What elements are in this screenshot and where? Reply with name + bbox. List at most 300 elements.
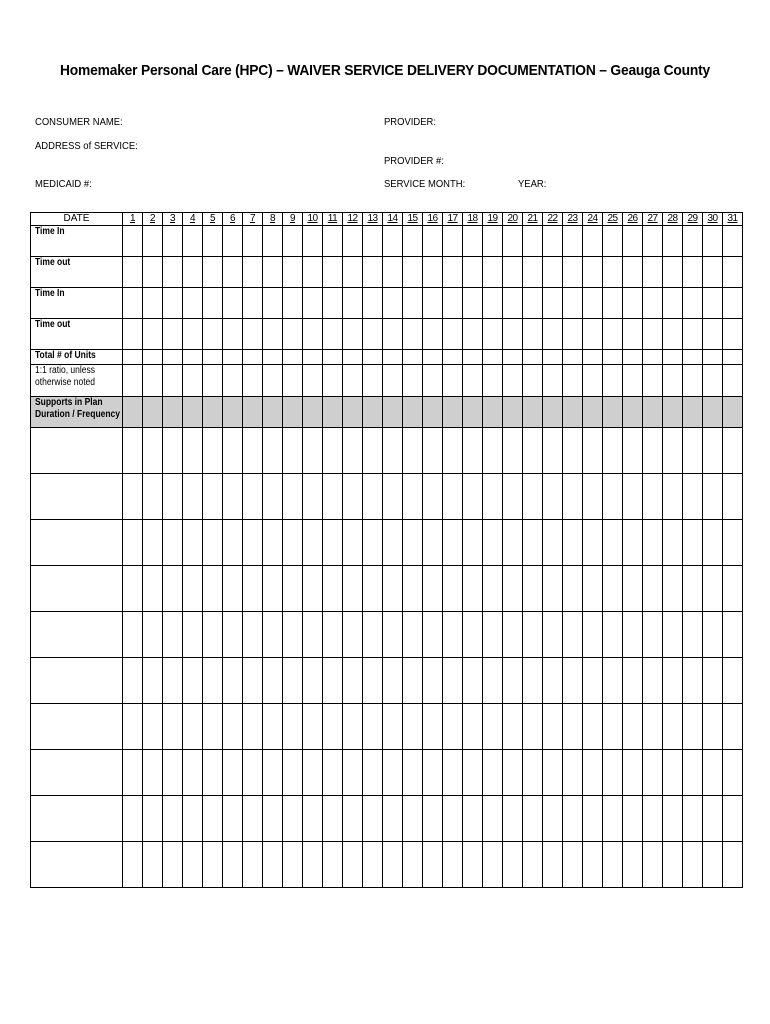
time-in-row-day-22-cell[interactable] (543, 226, 563, 257)
blank-task-row-day-11-cell[interactable] (323, 658, 343, 704)
task-description-cell[interactable] (31, 428, 123, 474)
ratio-row-day-13-cell[interactable] (363, 365, 383, 397)
blank-task-row-day-1-cell[interactable] (123, 842, 143, 888)
blank-task-row-day-5-cell[interactable] (203, 520, 223, 566)
blank-task-row-day-7-cell[interactable] (243, 566, 263, 612)
blank-task-row-day-29-cell[interactable] (683, 474, 703, 520)
blank-task-row-day-14-cell[interactable] (383, 658, 403, 704)
blank-task-row-day-28-cell[interactable] (663, 520, 683, 566)
ratio-row-day-5-cell[interactable] (203, 365, 223, 397)
time-out-row-day-18-cell[interactable] (463, 257, 483, 288)
blank-task-row-day-26-cell[interactable] (623, 842, 643, 888)
time-in-row-day-18-cell[interactable] (463, 226, 483, 257)
blank-task-row-day-2-cell[interactable] (143, 566, 163, 612)
blank-task-row-day-7-cell[interactable] (243, 428, 263, 474)
blank-task-row-day-30-cell[interactable] (703, 796, 723, 842)
time-out-row-day-21-cell[interactable] (523, 257, 543, 288)
time-out-row-day-5-cell[interactable] (203, 257, 223, 288)
blank-task-row-day-29-cell[interactable] (683, 842, 703, 888)
blank-task-row-day-2-cell[interactable] (143, 750, 163, 796)
blank-task-row-day-18-cell[interactable] (463, 796, 483, 842)
blank-task-row-day-1-cell[interactable] (123, 566, 143, 612)
time-out-row-2-day-26-cell[interactable] (623, 319, 643, 350)
supports-in-plan-row-day-19-cell[interactable] (483, 397, 503, 428)
time-in-row-2-day-2-cell[interactable] (143, 288, 163, 319)
blank-task-row-day-18-cell[interactable] (463, 612, 483, 658)
time-out-row-day-4-cell[interactable] (183, 257, 203, 288)
supports-in-plan-row-day-25-cell[interactable] (603, 397, 623, 428)
blank-task-row-day-1-cell[interactable] (123, 796, 143, 842)
time-in-row-2-day-4-cell[interactable] (183, 288, 203, 319)
total-units-row-day-4-cell[interactable] (183, 350, 203, 365)
blank-task-row-day-22-cell[interactable] (543, 612, 563, 658)
time-in-row-2-day-11-cell[interactable] (323, 288, 343, 319)
blank-task-row-day-5-cell[interactable] (203, 842, 223, 888)
blank-task-row-day-31-cell[interactable] (723, 612, 743, 658)
time-in-row-2-day-31-cell[interactable] (723, 288, 743, 319)
blank-task-row-day-15-cell[interactable] (403, 704, 423, 750)
blank-task-row-day-11-cell[interactable] (323, 566, 343, 612)
blank-task-row-day-27-cell[interactable] (643, 704, 663, 750)
ratio-row-day-8-cell[interactable] (263, 365, 283, 397)
blank-task-row-day-23-cell[interactable] (563, 428, 583, 474)
blank-task-row-day-15-cell[interactable] (403, 520, 423, 566)
time-in-row-day-14-cell[interactable] (383, 226, 403, 257)
task-description-cell[interactable] (31, 474, 123, 520)
supports-in-plan-row-day-4-cell[interactable] (183, 397, 203, 428)
blank-task-row-day-8-cell[interactable] (263, 428, 283, 474)
blank-task-row-day-23-cell[interactable] (563, 750, 583, 796)
blank-task-row-day-19-cell[interactable] (483, 842, 503, 888)
blank-task-row-day-2-cell[interactable] (143, 842, 163, 888)
time-in-row-2-day-29-cell[interactable] (683, 288, 703, 319)
time-out-row-2-day-14-cell[interactable] (383, 319, 403, 350)
supports-in-plan-row-day-31-cell[interactable] (723, 397, 743, 428)
blank-task-row-day-11-cell[interactable] (323, 474, 343, 520)
blank-task-row-day-21-cell[interactable] (523, 520, 543, 566)
blank-task-row-day-29-cell[interactable] (683, 796, 703, 842)
blank-task-row-day-28-cell[interactable] (663, 750, 683, 796)
blank-task-row-day-21-cell[interactable] (523, 842, 543, 888)
total-units-row-day-18-cell[interactable] (463, 350, 483, 365)
blank-task-row-day-12-cell[interactable] (343, 474, 363, 520)
blank-task-row-day-2-cell[interactable] (143, 474, 163, 520)
blank-task-row-day-30-cell[interactable] (703, 704, 723, 750)
ratio-row-day-14-cell[interactable] (383, 365, 403, 397)
time-out-row-day-30-cell[interactable] (703, 257, 723, 288)
time-out-row-day-29-cell[interactable] (683, 257, 703, 288)
blank-task-row-day-31-cell[interactable] (723, 750, 743, 796)
time-in-row-day-23-cell[interactable] (563, 226, 583, 257)
blank-task-row-day-10-cell[interactable] (303, 750, 323, 796)
blank-task-row-day-13-cell[interactable] (363, 842, 383, 888)
blank-task-row-day-30-cell[interactable] (703, 842, 723, 888)
blank-task-row-day-26-cell[interactable] (623, 474, 643, 520)
blank-task-row-day-23-cell[interactable] (563, 796, 583, 842)
ratio-row-day-4-cell[interactable] (183, 365, 203, 397)
total-units-row-day-19-cell[interactable] (483, 350, 503, 365)
blank-task-row-day-6-cell[interactable] (223, 658, 243, 704)
supports-in-plan-row-day-20-cell[interactable] (503, 397, 523, 428)
time-in-row-day-26-cell[interactable] (623, 226, 643, 257)
blank-task-row-day-12-cell[interactable] (343, 796, 363, 842)
blank-task-row-day-19-cell[interactable] (483, 704, 503, 750)
time-out-row-2-day-18-cell[interactable] (463, 319, 483, 350)
supports-in-plan-row-day-5-cell[interactable] (203, 397, 223, 428)
blank-task-row-day-4-cell[interactable] (183, 474, 203, 520)
total-units-row-day-8-cell[interactable] (263, 350, 283, 365)
blank-task-row-day-24-cell[interactable] (583, 842, 603, 888)
total-units-row-day-2-cell[interactable] (143, 350, 163, 365)
time-out-row-day-8-cell[interactable] (263, 257, 283, 288)
blank-task-row-day-19-cell[interactable] (483, 658, 503, 704)
blank-task-row-day-16-cell[interactable] (423, 566, 443, 612)
blank-task-row-day-21-cell[interactable] (523, 796, 543, 842)
time-out-row-2-day-7-cell[interactable] (243, 319, 263, 350)
time-in-row-2-day-5-cell[interactable] (203, 288, 223, 319)
total-units-row-day-3-cell[interactable] (163, 350, 183, 365)
time-in-row-day-31-cell[interactable] (723, 226, 743, 257)
blank-task-row-day-6-cell[interactable] (223, 704, 243, 750)
blank-task-row-day-13-cell[interactable] (363, 750, 383, 796)
blank-task-row-day-20-cell[interactable] (503, 566, 523, 612)
blank-task-row-day-24-cell[interactable] (583, 612, 603, 658)
blank-task-row-day-3-cell[interactable] (163, 566, 183, 612)
time-in-row-day-6-cell[interactable] (223, 226, 243, 257)
blank-task-row-day-4-cell[interactable] (183, 796, 203, 842)
time-out-row-day-2-cell[interactable] (143, 257, 163, 288)
blank-task-row-day-28-cell[interactable] (663, 566, 683, 612)
blank-task-row-day-14-cell[interactable] (383, 796, 403, 842)
blank-task-row-day-5-cell[interactable] (203, 658, 223, 704)
blank-task-row-day-11-cell[interactable] (323, 520, 343, 566)
blank-task-row-day-8-cell[interactable] (263, 796, 283, 842)
blank-task-row-day-28-cell[interactable] (663, 842, 683, 888)
supports-in-plan-row-day-9-cell[interactable] (283, 397, 303, 428)
ratio-row-day-3-cell[interactable] (163, 365, 183, 397)
supports-in-plan-row-day-7-cell[interactable] (243, 397, 263, 428)
blank-task-row-day-3-cell[interactable] (163, 796, 183, 842)
time-in-row-day-13-cell[interactable] (363, 226, 383, 257)
time-in-row-2-day-22-cell[interactable] (543, 288, 563, 319)
blank-task-row-day-29-cell[interactable] (683, 428, 703, 474)
blank-task-row-day-1-cell[interactable] (123, 750, 143, 796)
blank-task-row-day-19-cell[interactable] (483, 474, 503, 520)
blank-task-row-day-4-cell[interactable] (183, 428, 203, 474)
blank-task-row-day-10-cell[interactable] (303, 474, 323, 520)
blank-task-row-day-12-cell[interactable] (343, 612, 363, 658)
blank-task-row-day-5-cell[interactable] (203, 796, 223, 842)
blank-task-row-day-30-cell[interactable] (703, 474, 723, 520)
blank-task-row-day-25-cell[interactable] (603, 520, 623, 566)
blank-task-row-day-3-cell[interactable] (163, 474, 183, 520)
blank-task-row-day-7-cell[interactable] (243, 474, 263, 520)
time-out-row-day-17-cell[interactable] (443, 257, 463, 288)
blank-task-row-day-23-cell[interactable] (563, 474, 583, 520)
time-in-row-day-20-cell[interactable] (503, 226, 523, 257)
total-units-row-day-31-cell[interactable] (723, 350, 743, 365)
blank-task-row-day-15-cell[interactable] (403, 842, 423, 888)
blank-task-row-day-18-cell[interactable] (463, 566, 483, 612)
ratio-row-day-1-cell[interactable] (123, 365, 143, 397)
task-description-cell[interactable] (31, 612, 123, 658)
time-out-row-2-day-25-cell[interactable] (603, 319, 623, 350)
blank-task-row-day-15-cell[interactable] (403, 566, 423, 612)
blank-task-row-day-19-cell[interactable] (483, 428, 503, 474)
time-in-row-2-day-16-cell[interactable] (423, 288, 443, 319)
blank-task-row-day-14-cell[interactable] (383, 428, 403, 474)
blank-task-row-day-29-cell[interactable] (683, 658, 703, 704)
time-in-row-2-day-3-cell[interactable] (163, 288, 183, 319)
time-out-row-2-day-31-cell[interactable] (723, 319, 743, 350)
blank-task-row-day-19-cell[interactable] (483, 566, 503, 612)
blank-task-row-day-30-cell[interactable] (703, 428, 723, 474)
blank-task-row-day-6-cell[interactable] (223, 520, 243, 566)
blank-task-row-day-7-cell[interactable] (243, 704, 263, 750)
ratio-row-day-7-cell[interactable] (243, 365, 263, 397)
blank-task-row-day-13-cell[interactable] (363, 474, 383, 520)
blank-task-row-day-30-cell[interactable] (703, 750, 723, 796)
time-out-row-2-day-28-cell[interactable] (663, 319, 683, 350)
time-out-row-2-day-11-cell[interactable] (323, 319, 343, 350)
total-units-row-day-12-cell[interactable] (343, 350, 363, 365)
ratio-row-day-22-cell[interactable] (543, 365, 563, 397)
task-description-cell[interactable] (31, 796, 123, 842)
blank-task-row-day-13-cell[interactable] (363, 566, 383, 612)
blank-task-row-day-20-cell[interactable] (503, 704, 523, 750)
total-units-row-day-9-cell[interactable] (283, 350, 303, 365)
supports-in-plan-row-day-22-cell[interactable] (543, 397, 563, 428)
blank-task-row-day-3-cell[interactable] (163, 658, 183, 704)
blank-task-row-day-19-cell[interactable] (483, 750, 503, 796)
blank-task-row-day-10-cell[interactable] (303, 566, 323, 612)
time-out-row-day-26-cell[interactable] (623, 257, 643, 288)
time-out-row-2-day-10-cell[interactable] (303, 319, 323, 350)
blank-task-row-day-9-cell[interactable] (283, 750, 303, 796)
task-description-cell[interactable] (31, 750, 123, 796)
blank-task-row-day-24-cell[interactable] (583, 520, 603, 566)
blank-task-row-day-6-cell[interactable] (223, 796, 243, 842)
total-units-row-day-15-cell[interactable] (403, 350, 423, 365)
blank-task-row-day-25-cell[interactable] (603, 704, 623, 750)
blank-task-row-day-22-cell[interactable] (543, 428, 563, 474)
blank-task-row-day-10-cell[interactable] (303, 658, 323, 704)
ratio-row-day-27-cell[interactable] (643, 365, 663, 397)
blank-task-row-day-23-cell[interactable] (563, 520, 583, 566)
blank-task-row-day-15-cell[interactable] (403, 796, 423, 842)
total-units-row-day-16-cell[interactable] (423, 350, 443, 365)
blank-task-row-day-13-cell[interactable] (363, 612, 383, 658)
blank-task-row-day-6-cell[interactable] (223, 750, 243, 796)
blank-task-row-day-21-cell[interactable] (523, 566, 543, 612)
blank-task-row-day-26-cell[interactable] (623, 704, 643, 750)
blank-task-row-day-7-cell[interactable] (243, 520, 263, 566)
ratio-row-day-11-cell[interactable] (323, 365, 343, 397)
blank-task-row-day-25-cell[interactable] (603, 842, 623, 888)
total-units-row-day-10-cell[interactable] (303, 350, 323, 365)
supports-in-plan-row-day-11-cell[interactable] (323, 397, 343, 428)
supports-in-plan-row-day-27-cell[interactable] (643, 397, 663, 428)
time-in-row-day-8-cell[interactable] (263, 226, 283, 257)
total-units-row-day-17-cell[interactable] (443, 350, 463, 365)
blank-task-row-day-27-cell[interactable] (643, 658, 663, 704)
blank-task-row-day-14-cell[interactable] (383, 566, 403, 612)
blank-task-row-day-22-cell[interactable] (543, 796, 563, 842)
blank-task-row-day-31-cell[interactable] (723, 474, 743, 520)
blank-task-row-day-22-cell[interactable] (543, 566, 563, 612)
task-description-cell[interactable] (31, 842, 123, 888)
supports-in-plan-row-day-1-cell[interactable] (123, 397, 143, 428)
blank-task-row-day-26-cell[interactable] (623, 750, 643, 796)
blank-task-row-day-26-cell[interactable] (623, 566, 643, 612)
time-out-row-2-day-20-cell[interactable] (503, 319, 523, 350)
blank-task-row-day-8-cell[interactable] (263, 520, 283, 566)
time-in-row-day-10-cell[interactable] (303, 226, 323, 257)
time-out-row-2-day-6-cell[interactable] (223, 319, 243, 350)
total-units-row-day-21-cell[interactable] (523, 350, 543, 365)
blank-task-row-day-21-cell[interactable] (523, 612, 543, 658)
time-out-row-2-day-27-cell[interactable] (643, 319, 663, 350)
time-in-row-2-day-17-cell[interactable] (443, 288, 463, 319)
blank-task-row-day-27-cell[interactable] (643, 428, 663, 474)
blank-task-row-day-25-cell[interactable] (603, 796, 623, 842)
total-units-row-day-30-cell[interactable] (703, 350, 723, 365)
time-in-row-day-21-cell[interactable] (523, 226, 543, 257)
blank-task-row-day-22-cell[interactable] (543, 474, 563, 520)
blank-task-row-day-20-cell[interactable] (503, 796, 523, 842)
time-in-row-2-day-24-cell[interactable] (583, 288, 603, 319)
blank-task-row-day-3-cell[interactable] (163, 520, 183, 566)
time-out-row-day-10-cell[interactable] (303, 257, 323, 288)
time-out-row-day-15-cell[interactable] (403, 257, 423, 288)
blank-task-row-day-17-cell[interactable] (443, 658, 463, 704)
ratio-row-day-23-cell[interactable] (563, 365, 583, 397)
blank-task-row-day-12-cell[interactable] (343, 842, 363, 888)
blank-task-row-day-5-cell[interactable] (203, 612, 223, 658)
blank-task-row-day-17-cell[interactable] (443, 750, 463, 796)
time-in-row-2-day-28-cell[interactable] (663, 288, 683, 319)
blank-task-row-day-15-cell[interactable] (403, 658, 423, 704)
time-in-row-2-day-26-cell[interactable] (623, 288, 643, 319)
blank-task-row-day-17-cell[interactable] (443, 428, 463, 474)
supports-in-plan-row-day-28-cell[interactable] (663, 397, 683, 428)
blank-task-row-day-17-cell[interactable] (443, 566, 463, 612)
blank-task-row-day-3-cell[interactable] (163, 750, 183, 796)
blank-task-row-day-21-cell[interactable] (523, 750, 543, 796)
task-description-cell[interactable] (31, 520, 123, 566)
blank-task-row-day-9-cell[interactable] (283, 520, 303, 566)
blank-task-row-day-13-cell[interactable] (363, 796, 383, 842)
blank-task-row-day-31-cell[interactable] (723, 658, 743, 704)
time-in-row-day-27-cell[interactable] (643, 226, 663, 257)
blank-task-row-day-19-cell[interactable] (483, 612, 503, 658)
blank-task-row-day-5-cell[interactable] (203, 474, 223, 520)
time-in-row-2-day-20-cell[interactable] (503, 288, 523, 319)
time-in-row-2-day-6-cell[interactable] (223, 288, 243, 319)
blank-task-row-day-28-cell[interactable] (663, 612, 683, 658)
supports-in-plan-row-day-23-cell[interactable] (563, 397, 583, 428)
blank-task-row-day-7-cell[interactable] (243, 612, 263, 658)
blank-task-row-day-3-cell[interactable] (163, 612, 183, 658)
total-units-row-day-29-cell[interactable] (683, 350, 703, 365)
total-units-row-day-23-cell[interactable] (563, 350, 583, 365)
blank-task-row-day-21-cell[interactable] (523, 428, 543, 474)
blank-task-row-day-16-cell[interactable] (423, 474, 443, 520)
ratio-row-day-24-cell[interactable] (583, 365, 603, 397)
blank-task-row-day-16-cell[interactable] (423, 796, 443, 842)
blank-task-row-day-29-cell[interactable] (683, 566, 703, 612)
blank-task-row-day-17-cell[interactable] (443, 704, 463, 750)
blank-task-row-day-4-cell[interactable] (183, 750, 203, 796)
time-in-row-2-day-25-cell[interactable] (603, 288, 623, 319)
blank-task-row-day-11-cell[interactable] (323, 704, 343, 750)
blank-task-row-day-25-cell[interactable] (603, 428, 623, 474)
blank-task-row-day-7-cell[interactable] (243, 658, 263, 704)
blank-task-row-day-2-cell[interactable] (143, 520, 163, 566)
blank-task-row-day-29-cell[interactable] (683, 750, 703, 796)
time-out-row-2-day-13-cell[interactable] (363, 319, 383, 350)
blank-task-row-day-1-cell[interactable] (123, 612, 143, 658)
blank-task-row-day-15-cell[interactable] (403, 428, 423, 474)
blank-task-row-day-23-cell[interactable] (563, 842, 583, 888)
blank-task-row-day-22-cell[interactable] (543, 750, 563, 796)
time-out-row-2-day-1-cell[interactable] (123, 319, 143, 350)
blank-task-row-day-16-cell[interactable] (423, 704, 443, 750)
blank-task-row-day-17-cell[interactable] (443, 796, 463, 842)
supports-in-plan-row-day-18-cell[interactable] (463, 397, 483, 428)
time-out-row-2-day-5-cell[interactable] (203, 319, 223, 350)
total-units-row-day-5-cell[interactable] (203, 350, 223, 365)
blank-task-row-day-15-cell[interactable] (403, 474, 423, 520)
blank-task-row-day-5-cell[interactable] (203, 566, 223, 612)
supports-in-plan-row-day-17-cell[interactable] (443, 397, 463, 428)
blank-task-row-day-28-cell[interactable] (663, 658, 683, 704)
ratio-row-day-31-cell[interactable] (723, 365, 743, 397)
blank-task-row-day-14-cell[interactable] (383, 750, 403, 796)
blank-task-row-day-8-cell[interactable] (263, 566, 283, 612)
blank-task-row-day-12-cell[interactable] (343, 704, 363, 750)
blank-task-row-day-17-cell[interactable] (443, 842, 463, 888)
blank-task-row-day-30-cell[interactable] (703, 658, 723, 704)
blank-task-row-day-27-cell[interactable] (643, 796, 663, 842)
blank-task-row-day-2-cell[interactable] (143, 612, 163, 658)
blank-task-row-day-24-cell[interactable] (583, 750, 603, 796)
blank-task-row-day-9-cell[interactable] (283, 842, 303, 888)
total-units-row-day-26-cell[interactable] (623, 350, 643, 365)
time-in-row-day-12-cell[interactable] (343, 226, 363, 257)
blank-task-row-day-1-cell[interactable] (123, 704, 143, 750)
blank-task-row-day-10-cell[interactable] (303, 704, 323, 750)
blank-task-row-day-12-cell[interactable] (343, 658, 363, 704)
time-out-row-2-day-21-cell[interactable] (523, 319, 543, 350)
blank-task-row-day-15-cell[interactable] (403, 750, 423, 796)
blank-task-row-day-27-cell[interactable] (643, 566, 663, 612)
blank-task-row-day-27-cell[interactable] (643, 612, 663, 658)
blank-task-row-day-30-cell[interactable] (703, 566, 723, 612)
blank-task-row-day-1-cell[interactable] (123, 428, 143, 474)
blank-task-row-day-11-cell[interactable] (323, 796, 343, 842)
blank-task-row-day-3-cell[interactable] (163, 428, 183, 474)
time-in-row-day-25-cell[interactable] (603, 226, 623, 257)
blank-task-row-day-13-cell[interactable] (363, 704, 383, 750)
blank-task-row-day-10-cell[interactable] (303, 796, 323, 842)
time-out-row-day-1-cell[interactable] (123, 257, 143, 288)
blank-task-row-day-12-cell[interactable] (343, 520, 363, 566)
blank-task-row-day-16-cell[interactable] (423, 428, 443, 474)
time-in-row-day-30-cell[interactable] (703, 226, 723, 257)
blank-task-row-day-24-cell[interactable] (583, 566, 603, 612)
blank-task-row-day-23-cell[interactable] (563, 566, 583, 612)
